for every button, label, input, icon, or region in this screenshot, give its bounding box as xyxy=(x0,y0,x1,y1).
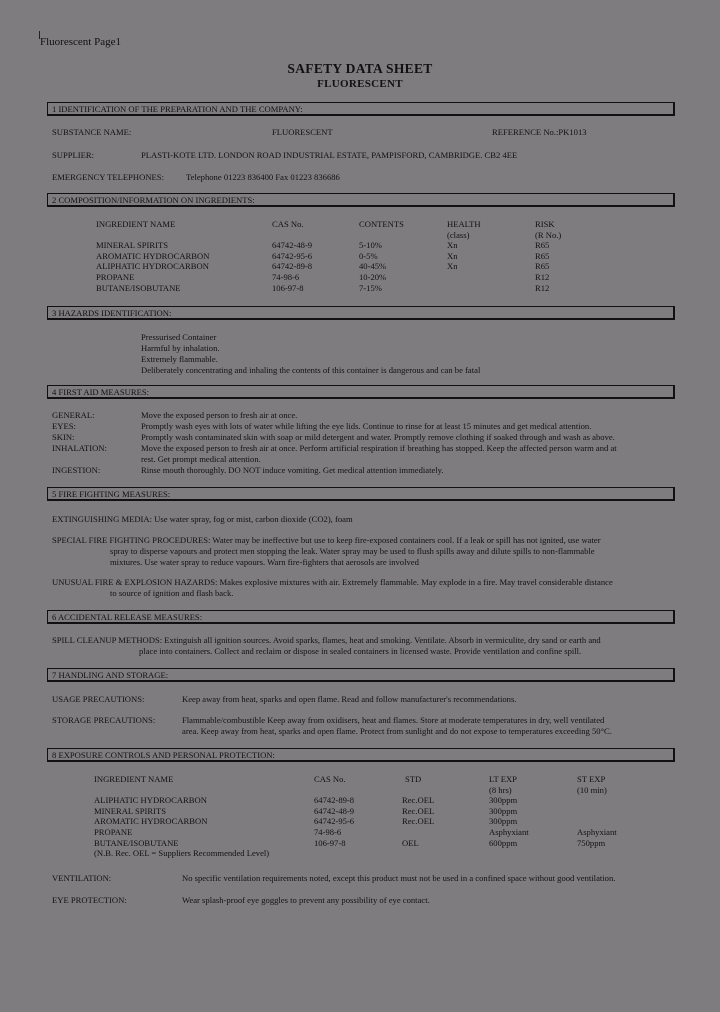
eye-protection-label: EYE PROTECTION: xyxy=(52,895,127,905)
col-subheader: (R No.) xyxy=(535,229,562,240)
table-row xyxy=(96,272,576,283)
table-header-row xyxy=(96,219,576,230)
std: OEL xyxy=(402,837,419,848)
extinguishing-media: EXTINGUISHING MEDIA: Use water spray, fog or mist, carbon dioxide (CO2), foam xyxy=(52,514,353,524)
reference-number: REFERENCE No.:PK1013 xyxy=(492,127,587,137)
cas-number: 106-97-8 xyxy=(314,837,346,848)
col-header: CAS No. xyxy=(272,219,304,229)
table-row xyxy=(96,240,576,251)
cas-number: 64742-48-9 xyxy=(272,240,313,251)
st-exp: 750ppm xyxy=(577,837,606,848)
risk-number: R12 xyxy=(535,271,550,282)
first-aid-text: Move the exposed person to fresh air at once. xyxy=(141,410,298,420)
ingredient-name: AROMATIC HYDROCARBON xyxy=(94,816,208,827)
risk-number: R65 xyxy=(535,261,550,272)
special-procedures: mixtures. Use water spray to reduce vapours. Warn fire-fighters that aerosols are involved xyxy=(110,557,419,567)
first-aid-text: rest. Get prompt medical attention. xyxy=(141,454,261,464)
section-5-heading: 5 FIRE FIGHTING MEASURES: xyxy=(47,487,675,501)
cas-number: 64742-48-9 xyxy=(314,805,355,816)
usage-label: USAGE PRECAUTIONS: xyxy=(52,694,145,704)
risk-number: R65 xyxy=(535,250,550,261)
col-header: ST EXP xyxy=(577,774,606,784)
section-2-heading: 2 COMPOSITION/INFORMATION ON INGREDIENTS: xyxy=(47,193,675,207)
table-subheader-row xyxy=(96,230,576,241)
contents: 7-15% xyxy=(359,282,382,293)
first-aid-text: Move the exposed person to fresh air at once. Perform artificial respiration if breathing has stopped. Keep the affected person warm and at xyxy=(141,443,617,453)
section-1-heading: 1 IDENTIFICATION OF THE PREPARATION AND THE COMPANY: xyxy=(47,102,675,116)
lt-exp: 300ppm xyxy=(489,805,518,816)
section-6-heading: 6 ACCIDENTAL RELEASE MEASURES: xyxy=(47,610,675,624)
col-header: INGREDIENT NAME xyxy=(94,774,174,784)
col-header: RISK xyxy=(535,219,555,229)
eye-protection-value: Wear splash-proof eye goggles to prevent any possibility of eye contact. xyxy=(182,895,430,905)
document-subtitle: FLUORESCENT xyxy=(317,78,403,90)
cas-number: 74-98-6 xyxy=(314,826,342,837)
substance-label: SUBSTANCE NAME: xyxy=(52,127,132,137)
section-4-heading: 4 FIRST AID MEASURES: xyxy=(47,385,675,399)
table-row xyxy=(96,261,576,272)
document-title: SAFETY DATA SHEET xyxy=(287,61,433,76)
cas-number: 64742-95-6 xyxy=(314,816,355,827)
supplier-value: PLASTI-KOTE LTD. LONDON ROAD INDUSTRIAL ESTATE, PAMPISFORD, CAMBRIDGE. CB2 4EE xyxy=(141,150,518,160)
ingredient-name: PROPANE xyxy=(96,271,135,282)
std: Rec.OEL xyxy=(402,795,435,806)
section-7-heading: 7 HANDLING AND STORAGE: xyxy=(47,668,675,682)
col-subheader: (8 hrs) xyxy=(489,784,512,795)
usage-value: Keep away from heat, sparks and open flame. Read and follow manufacturer's recommendations. xyxy=(182,694,517,704)
col-subheader: (class) xyxy=(447,229,470,240)
lt-exp: 300ppm xyxy=(489,795,518,806)
hazard-line: Pressurised Container xyxy=(141,332,217,342)
storage-value: area. Keep away from heat, sparks and open flame. Protect from sunlight and do not expose to temperatures exceeding 50°C. xyxy=(182,726,612,736)
substance-value: FLUORESCENT xyxy=(272,127,333,137)
table-row xyxy=(94,795,654,806)
ingredient-name: BUTANE/ISOBUTANE xyxy=(96,282,181,293)
special-procedures: spray to disperse vapours and protect men stopping the leak. Water spray may be used to flush spills away and dilute spills to non-flammable xyxy=(110,546,595,556)
health-class: Xn xyxy=(447,250,458,261)
first-aid-label: EYES: xyxy=(52,421,76,431)
table-note: (N.B. Rec. OEL = Suppliers Recommended Level) xyxy=(94,848,270,859)
table-row xyxy=(94,816,654,827)
health-class: Xn xyxy=(447,261,458,272)
storage-label: STORAGE PRECAUTIONS: xyxy=(52,715,156,725)
col-header: LT EXP xyxy=(489,774,517,784)
col-header: CONTENTS xyxy=(359,219,404,229)
table-row xyxy=(96,283,576,294)
table-note-row xyxy=(94,848,654,859)
ingredient-name: MINERAL SPIRITS xyxy=(94,805,167,816)
lt-exp: Asphyxiant xyxy=(489,826,529,837)
hazard-line: Harmful by inhalation. xyxy=(141,343,220,353)
spill-cleanup: SPILL CLEANUP METHODS: Extinguish all ignition sources. Avoid sparks, flames, heat and smoking. Ventilate. Absorb in vermiculite, dry sand or earth and xyxy=(52,635,601,645)
page-label: Fluorescent Page1 xyxy=(40,36,121,48)
unusual-hazards: UNUSUAL FIRE & EXPLOSION HAZARDS: Makes explosive mixtures with air. Extremely flammable. May explode in a fire. May travel considerable distance xyxy=(52,577,613,587)
cas-number: 64742-89-8 xyxy=(272,261,313,272)
cas-number: 64742-89-8 xyxy=(314,795,355,806)
lt-exp: 300ppm xyxy=(489,816,518,827)
ingredient-name: ALIPHATIC HYDROCARBON xyxy=(96,261,209,272)
col-header: CAS No. xyxy=(314,774,346,784)
first-aid-label: INHALATION: xyxy=(52,443,107,453)
ingredient-name: ALIPHATIC HYDROCARBON xyxy=(94,795,207,806)
cas-number: 106-97-8 xyxy=(272,282,304,293)
first-aid-label: SKIN: xyxy=(52,432,75,442)
ingredient-name: PROPANE xyxy=(94,826,133,837)
first-aid-text: Promptly wash eyes with lots of water while lifting the eye lids. Continue to rinse for at least 15 minutes and get medical attention. xyxy=(141,421,592,431)
ingredient-name: BUTANE/ISOBUTANE xyxy=(94,837,179,848)
col-subheader: (10 min) xyxy=(577,784,607,795)
ventilation-label: VENTILATION: xyxy=(52,873,112,883)
col-header: HEALTH xyxy=(447,219,481,229)
table-header-row xyxy=(94,774,654,785)
ventilation-value: No specific ventilation requirements noted, except this product must not be used in a confined space without good ventilation. xyxy=(182,873,616,883)
emergency-label: EMERGENCY TELEPHONES: xyxy=(52,172,164,182)
composition-table xyxy=(96,219,576,293)
col-header: STD xyxy=(405,774,422,784)
health-class: Xn xyxy=(447,240,458,251)
storage-value: Flammable/combustible Keep away from oxidisers, heat and flames. Store at moderate temperatures in dry, well ventilated xyxy=(182,715,605,725)
lt-exp: 600ppm xyxy=(489,837,518,848)
unusual-hazards: to source of ignition and flash back. xyxy=(110,588,234,598)
risk-number: R12 xyxy=(535,282,550,293)
cas-number: 74-98-6 xyxy=(272,271,300,282)
corner-mark xyxy=(39,31,40,39)
table-row xyxy=(94,827,654,838)
risk-number: R65 xyxy=(535,240,550,251)
emergency-value: Telephone 01223 836400 Fax 01223 836686 xyxy=(186,172,340,182)
std: Rec.OEL xyxy=(402,816,435,827)
exposure-table xyxy=(94,774,654,859)
special-procedures: SPECIAL FIRE FIGHTING PROCEDURES: Water may be ineffective but use to keep fire-exposed containers cool. If a leak or spill has not ignited, use water xyxy=(52,535,601,545)
contents: 10-20% xyxy=(359,271,387,282)
ingredient-name: AROMATIC HYDROCARBON xyxy=(96,250,210,261)
std: Rec.OEL xyxy=(402,805,435,816)
spill-cleanup: place into containers. Collect and reclaim or dispose in sealed containers in licensed waste. Provide ventilation and confine spill. xyxy=(139,646,582,656)
col-header: INGREDIENT NAME xyxy=(96,219,176,229)
first-aid-text: Rinse mouth thoroughly. DO NOT induce vomiting. Get medical attention immediately. xyxy=(141,465,444,475)
table-row xyxy=(94,838,654,849)
section-3-heading: 3 HAZARDS IDENTIFICATION: xyxy=(47,306,675,320)
section-8-heading: 8 EXPOSURE CONTROLS AND PERSONAL PROTECTION: xyxy=(47,748,675,762)
supplier-label: SUPPLIER: xyxy=(52,150,95,160)
st-exp: Asphyxiant xyxy=(577,826,617,837)
hazard-line: Deliberately concentrating and inhaling the contents of this container is dangerous and can be fatal xyxy=(141,365,481,375)
first-aid-label: GENERAL: xyxy=(52,410,95,420)
ingredient-name: MINERAL SPIRITS xyxy=(96,240,169,251)
first-aid-text: Promptly wash contaminated skin with soap or mild detergent and water. Promptly remove clothing if soaked through and wash as above. xyxy=(141,432,615,442)
first-aid-label: INGESTION: xyxy=(52,465,101,475)
contents: 5-10% xyxy=(359,240,382,251)
table-row xyxy=(94,806,654,817)
table-subheader-row xyxy=(94,785,654,796)
hazard-line: Extremely flammable. xyxy=(141,354,218,364)
contents: 40-45% xyxy=(359,261,387,272)
cas-number: 64742-95-6 xyxy=(272,250,313,261)
table-row xyxy=(96,251,576,262)
contents: 0-5% xyxy=(359,250,378,261)
